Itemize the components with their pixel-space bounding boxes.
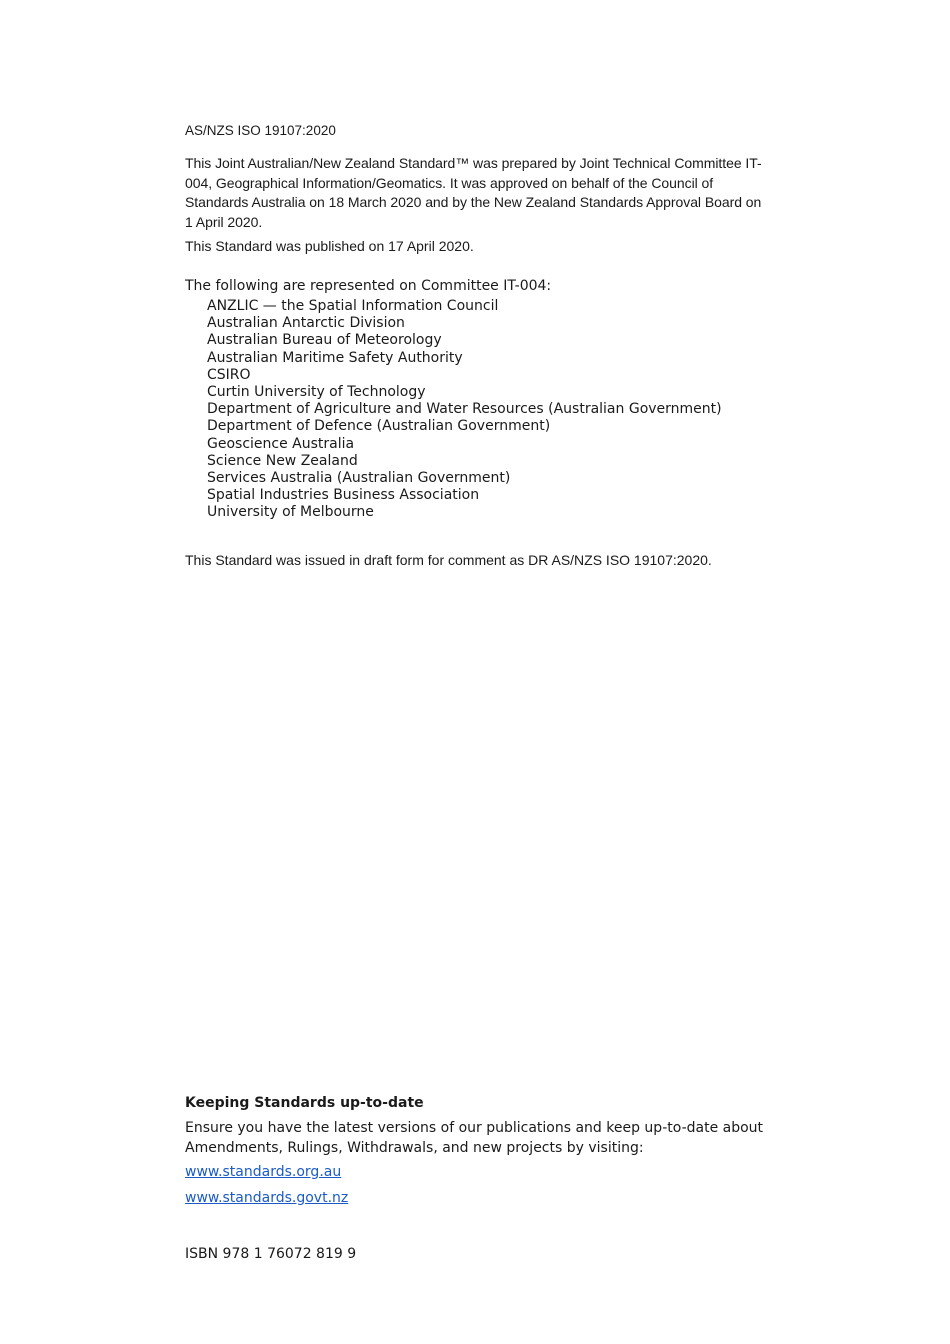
list-item: Services Australia (Australian Government) bbox=[207, 470, 511, 487]
list-item: Australian Bureau of Meteorology bbox=[207, 332, 442, 349]
committee-intro: The following are represented on Committee IT-004: bbox=[185, 278, 552, 294]
list-item: ANZLIC — the Spatial Information Council bbox=[207, 298, 499, 314]
isbn-number: ISBN 978 1 76072 819 9 bbox=[185, 1246, 357, 1262]
keeping-up-to-date-heading: Keeping Standards up-to-date bbox=[185, 1095, 424, 1111]
list-item: University of Melbourne bbox=[207, 504, 374, 521]
list-item: Australian Antarctic Division bbox=[207, 315, 405, 332]
publication-date-note: This Standard was published on 17 April 2020. bbox=[185, 238, 474, 254]
list-item: Curtin University of Technology bbox=[207, 384, 426, 401]
list-item: Geoscience Australia bbox=[207, 435, 355, 452]
list-item: Department of Agriculture and Water Resources (Australian Government) bbox=[207, 401, 722, 418]
standards-new-zealand-link[interactable]: www.standards.govt.nz bbox=[185, 1190, 349, 1206]
list-item: CSIRO bbox=[207, 366, 251, 383]
keeping-up-to-date-text: Ensure you have the latest versions of our publications and keep up-to-date about Amendments, Rulings, Withdrawals, and new projects by visiting: bbox=[185, 1120, 764, 1156]
standards-australia-link[interactable]: www.standards.org.au bbox=[185, 1164, 342, 1180]
draft-note: This Standard was issued in draft form for comment as DR AS/NZS ISO 19107:2020. bbox=[185, 552, 712, 568]
list-item: Australian Maritime Safety Authority bbox=[207, 349, 463, 366]
list-item: Science New Zealand bbox=[207, 452, 358, 469]
committee-member-list bbox=[207, 298, 722, 522]
preamble-paragraph: This Joint Australian/New Zealand Standard™ was prepared by Joint Technical Committee IT-004, Geographical Information/Geomatics. It was approved on behalf of the Council of Standards Australia on 18 March 2020 and by the New Zealand Standards Approval Board on 1 April 2020. bbox=[185, 155, 762, 230]
list-item: Spatial Industries Business Association bbox=[207, 487, 480, 504]
standard-designation: AS/NZS ISO 19107:2020 bbox=[185, 123, 336, 138]
list-item: Department of Defence (Australian Government) bbox=[207, 418, 551, 435]
